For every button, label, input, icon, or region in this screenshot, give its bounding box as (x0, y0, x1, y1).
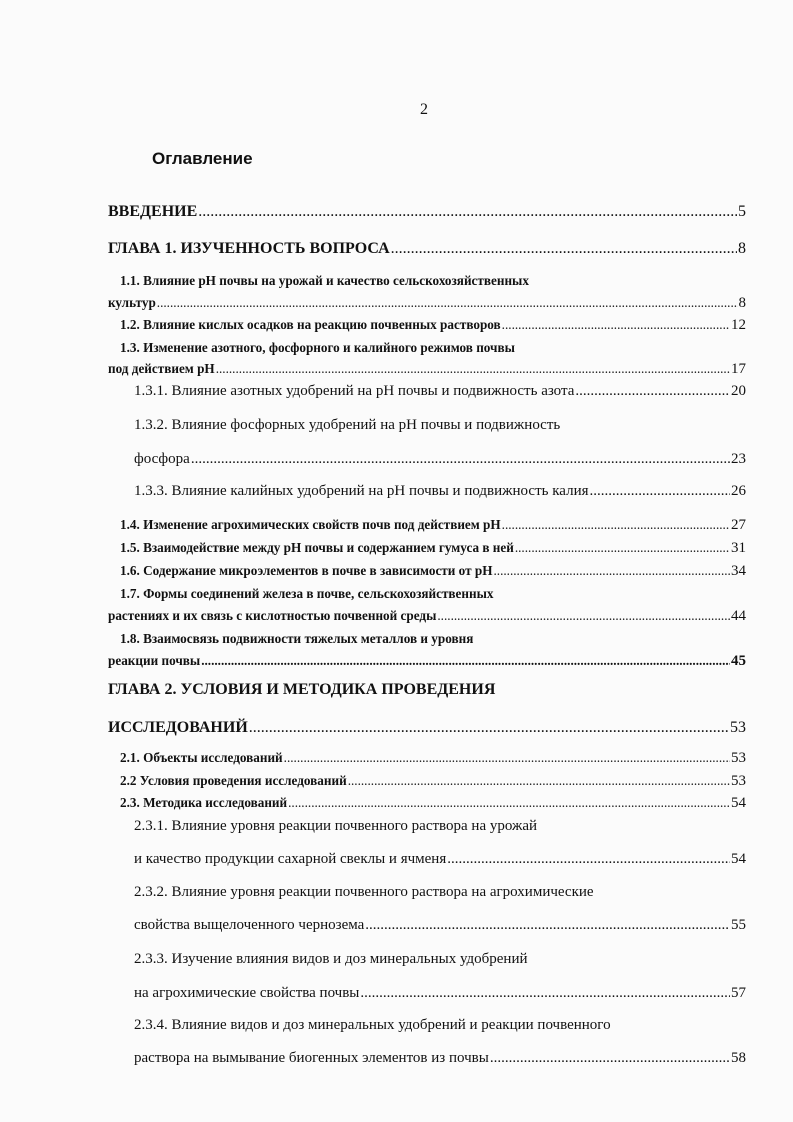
toc-entry-page: 54 (731, 851, 746, 867)
toc-entry-2-3-1[interactable] (134, 849, 746, 869)
toc-entry-1-3-2[interactable] (134, 449, 746, 469)
toc-entry-text: растениях и их связь с кислотностью почвенной среды (108, 608, 437, 623)
toc-entry-text: 2.3. Методика исследований (120, 795, 288, 810)
toc-entry-page: 53 (730, 719, 746, 736)
toc-entry-page: 8 (738, 240, 746, 257)
toc-entry-page: 57 (731, 985, 746, 1001)
toc-entry-2-3-4-line1: 2.3.4. Влияние видов и доз минеральных удобрений и реакции почвенного (134, 1017, 611, 1033)
toc-entry-1-3-1[interactable] (134, 381, 746, 401)
toc-entry-page: 53 (731, 750, 746, 766)
toc-entry-chapter-2[interactable] (108, 718, 746, 738)
toc-entry-text: 2.2 Условия проведения исследований (120, 773, 347, 788)
toc-entry-page: 54 (731, 795, 746, 811)
toc-entry-chapter-1[interactable] (108, 239, 746, 259)
toc-entry-1-6[interactable] (120, 561, 746, 581)
toc-entry-1-2[interactable] (120, 315, 746, 335)
toc-entry-2-3-1-line1: 2.3.1. Влияние уровня реакции почвенного раствора на урожай (134, 818, 538, 834)
toc-entry-text: 1.2. Влияние кислых осадков на реакцию почвенных растворов (120, 317, 501, 332)
toc-entry-1-5[interactable] (120, 538, 746, 558)
toc-entry-1-4[interactable] (120, 515, 746, 535)
toc-entry-text: свойства выщелоченного чернозема (134, 917, 365, 933)
toc-entry-text: под действием рН (108, 361, 215, 376)
toc-entry-page: 23 (731, 451, 746, 467)
toc-entry-2-2[interactable] (120, 771, 746, 791)
toc-entry-text: на агрохимические свойства почвы (134, 985, 360, 1001)
toc-entry-page: 55 (731, 917, 746, 933)
toc-entry-text: культур (108, 295, 156, 310)
toc-entry-text: 1.3.3. Влияние калийных удобрений на рН почвы и подвижность калия (134, 483, 589, 499)
toc-entry-intro[interactable] (108, 202, 746, 222)
toc-entry-page: 58 (731, 1050, 746, 1066)
toc-entry-2-1[interactable] (120, 748, 746, 768)
toc-entry-page: 45 (731, 653, 746, 669)
page-number: 2 (420, 101, 428, 118)
toc-entry-1-3-3[interactable] (134, 481, 746, 501)
toc-entry-page: 5 (738, 203, 746, 220)
toc-entry-page: 53 (731, 773, 746, 789)
toc-entry-2-3-4[interactable] (134, 1048, 746, 1068)
toc-entry-page: 8 (738, 295, 746, 311)
toc-entry-page: 26 (731, 483, 746, 499)
toc-entry-text: 2.1. Объекты исследований (120, 750, 283, 765)
toc-entry-page: 12 (731, 317, 746, 333)
toc-entry-page: 34 (731, 563, 746, 579)
toc-entry-2-3[interactable] (120, 793, 746, 813)
toc-entry-text: раствора на вымывание биогенных элементов из почвы (134, 1050, 489, 1066)
toc-entry-text: 1.6. Содержание микроэлементов в почве в зависимости от рН (120, 563, 493, 578)
toc-entry-page: 27 (731, 517, 746, 533)
toc-title: Оглавление (152, 149, 253, 168)
toc-entry-text: реакции почвы (108, 653, 201, 668)
toc-entry-page: 20 (731, 383, 746, 399)
toc-entry-1-8-line1: 1.8. Взаимосвязь подвижности тяжелых металлов и уровня (120, 631, 474, 646)
toc-entry-1-7[interactable] (108, 606, 746, 626)
toc-entry-page: 31 (731, 540, 746, 556)
toc-entry-1-3[interactable] (108, 359, 746, 379)
toc-entry-1-3-line1: 1.3. Изменение азотного, фосфорного и калийного режимов почвы (120, 340, 515, 355)
toc-entry-1-1-line1: 1.1. Влияние рН почвы на урожай и качество сельскохозяйственных (120, 273, 529, 288)
toc-entry-2-3-2[interactable] (134, 915, 746, 935)
toc-entry-1-1[interactable] (108, 293, 746, 313)
toc-entry-page: 17 (731, 361, 746, 377)
toc-entry-text: ВВЕДЕНИЕ (108, 203, 198, 220)
toc-entry-1-7-line1: 1.7. Формы соединений железа в почве, сельскохозяйственных (120, 586, 494, 601)
toc-entry-chapter-2-line1: ГЛАВА 2. УСЛОВИЯ И МЕТОДИКА ПРОВЕДЕНИЯ (108, 681, 496, 698)
toc-entry-2-3-3[interactable] (134, 983, 746, 1003)
toc-entry-text: 1.5. Взаимодействие между рН почвы и содержанием гумуса в ней (120, 540, 514, 555)
toc-entry-2-3-2-line1: 2.3.2. Влияние уровня реакции почвенного раствора на агрохимические (134, 884, 594, 900)
toc-entry-1-3-2-line1: 1.3.2. Влияние фосфорных удобрений на рН почвы и подвижность (134, 417, 561, 433)
toc-entry-1-8[interactable] (108, 651, 746, 671)
toc-entry-text: ИССЛЕДОВАНИЙ (108, 719, 248, 736)
toc-entry-text: фосфора (134, 451, 190, 467)
toc-entry-page: 44 (731, 608, 746, 624)
toc-entry-text: 1.4. Изменение агрохимических свойств почв под действием рН (120, 517, 501, 532)
toc-entry-text: и качество продукции сахарной свеклы и ячменя (134, 851, 447, 867)
toc-entry-text: 1.3.1. Влияние азотных удобрений на рН почвы и подвижность азота (134, 383, 575, 399)
toc-entry-2-3-3-line1: 2.3.3. Изучение влияния видов и доз минеральных удобрений (134, 951, 528, 967)
toc-entry-text: ГЛАВА 1. ИЗУЧЕННОСТЬ ВОПРОСА (108, 240, 390, 257)
